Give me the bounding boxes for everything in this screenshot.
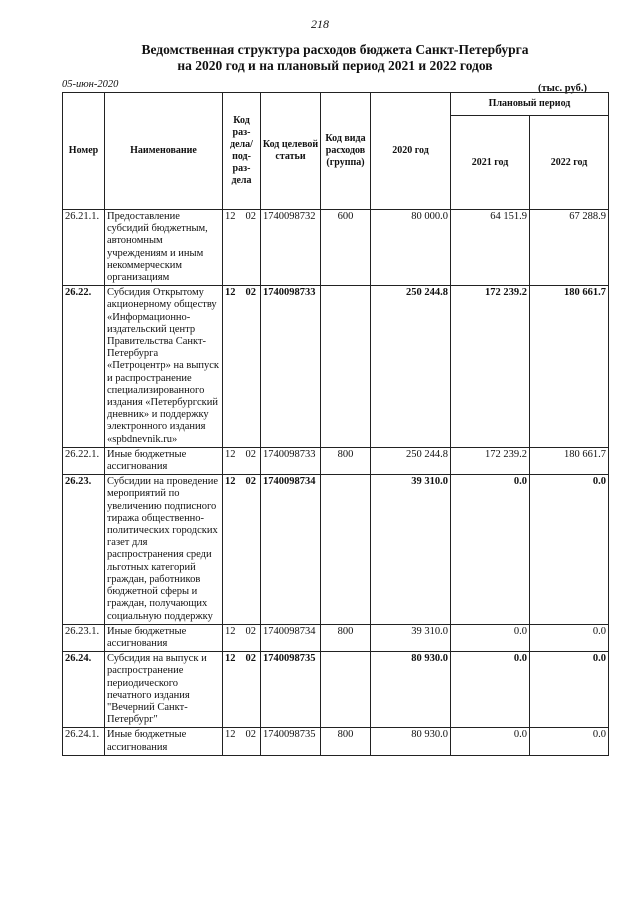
row-number: 26.24.1.	[63, 728, 105, 755]
row-target-article: 1740098735	[261, 728, 321, 755]
row-value-2022: 180 661.7	[530, 286, 609, 448]
row-value-2020: 250 244.8	[371, 286, 451, 448]
row-value-2022: 67 288.9	[530, 210, 609, 286]
row-value-2022: 180 661.7	[530, 447, 609, 474]
title-line-1: Ведомственная структура расходов бюджета Санкт-Петербурга	[141, 42, 529, 57]
table-row	[63, 624, 609, 651]
page-title	[70, 42, 600, 74]
row-number: 26.22.1.	[63, 447, 105, 474]
row-expense-type: 800	[321, 624, 371, 651]
budget-table	[62, 92, 609, 756]
header-razdel: Код раз- дела/ под- раз- дела	[223, 93, 261, 210]
razdel-code: 12	[225, 625, 236, 637]
header-plan-period: Плановый период	[451, 93, 609, 116]
row-expense-type	[321, 652, 371, 728]
row-razdel	[223, 624, 261, 651]
row-expense-type: 600	[321, 210, 371, 286]
row-value-2020: 39 310.0	[371, 475, 451, 624]
row-target-article: 1740098734	[261, 475, 321, 624]
podrazdel-code: 02	[245, 625, 256, 637]
row-name: Иные бюджетные ассигнования	[105, 447, 223, 474]
row-value-2021: 0.0	[451, 475, 530, 624]
row-razdel	[223, 447, 261, 474]
row-value-2022: 0.0	[530, 624, 609, 651]
row-target-article: 1740098735	[261, 652, 321, 728]
row-value-2022: 0.0	[530, 728, 609, 755]
row-value-2021: 0.0	[451, 728, 530, 755]
row-value-2021: 172 239.2	[451, 447, 530, 474]
row-number: 26.24.	[63, 652, 105, 728]
header-2020: 2020 год	[371, 93, 451, 210]
units-label: (тыс. руб.)	[538, 83, 587, 94]
row-value-2022: 0.0	[530, 652, 609, 728]
page-number: 218	[311, 17, 329, 31]
row-value-2021: 0.0	[451, 624, 530, 651]
row-value-2020: 80 930.0	[371, 652, 451, 728]
row-target-article: 1740098732	[261, 210, 321, 286]
row-name: Иные бюджетные ассигнования	[105, 624, 223, 651]
table-row	[63, 475, 609, 624]
row-name: Предоставление субсидий бюджетным, автономным учреждениям и иным некоммерческим организациям	[105, 210, 223, 286]
podrazdel-code: 02	[245, 211, 256, 222]
row-name: Субсидии на проведение мероприятий по увеличению подписного тиража общественно-политических городских газет для распространения среди льготных категорий граждан, работников бюджетной сферы и граждан, получающих социальную поддержку	[105, 475, 223, 624]
header-number: Номер	[63, 93, 105, 210]
row-value-2021: 172 239.2	[451, 286, 530, 448]
row-target-article: 1740098733	[261, 447, 321, 474]
razdel-code: 12	[225, 729, 236, 741]
table-row	[63, 728, 609, 755]
row-name: Субсидия Открытому акционерному обществу «Информационно-издательский центр Правительства Санкт-Петербурга «Петроцентр» на выпуск и распространение специализированного издания «Петербургский дневник» и поддержку электронного издания «spbdnevnik.ru»	[105, 286, 223, 448]
row-razdel	[223, 728, 261, 755]
header-2021: 2021 год	[451, 116, 530, 210]
table-row	[63, 210, 609, 286]
row-expense-type	[321, 475, 371, 624]
row-number: 26.23.	[63, 475, 105, 624]
row-value-2021: 0.0	[451, 652, 530, 728]
podrazdel-code: 02	[245, 476, 256, 488]
row-number: 26.22.	[63, 286, 105, 448]
table-row	[63, 652, 609, 728]
table-row	[63, 447, 609, 474]
row-expense-type: 800	[321, 728, 371, 755]
title-line-2: на 2020 год и на плановый период 2021 и 2022 годов	[177, 58, 493, 73]
row-expense-type	[321, 286, 371, 448]
podrazdel-code: 02	[245, 448, 256, 460]
document-date: 05-июн-2020	[62, 79, 119, 90]
row-target-article: 1740098733	[261, 286, 321, 448]
header-2022: 2022 год	[530, 116, 609, 210]
row-value-2020: 39 310.0	[371, 624, 451, 651]
row-razdel	[223, 475, 261, 624]
row-value-2020: 80 000.0	[371, 210, 451, 286]
header-name: Наименование	[105, 93, 223, 210]
table-row	[63, 286, 609, 448]
row-name: Субсидия на выпуск и распространение периодического печатного издания "Вечерний Санкт-Петербург"	[105, 652, 223, 728]
razdel-code: 12	[225, 448, 236, 460]
header-target-article: Код целевой статьи	[261, 93, 321, 210]
header-expense-type: Код вида расходов (группа)	[321, 93, 371, 210]
row-value-2022: 0.0	[530, 475, 609, 624]
row-name: Иные бюджетные ассигнования	[105, 728, 223, 755]
razdel-code: 12	[225, 653, 236, 665]
row-razdel	[223, 286, 261, 448]
row-razdel	[223, 210, 261, 286]
row-value-2020: 250 244.8	[371, 447, 451, 474]
podrazdel-code: 02	[245, 287, 256, 299]
razdel-code: 12	[225, 476, 236, 488]
razdel-code: 12	[225, 211, 236, 222]
row-razdel	[223, 652, 261, 728]
row-expense-type: 800	[321, 447, 371, 474]
row-number: 26.23.1.	[63, 624, 105, 651]
row-number: 26.21.1.	[63, 210, 105, 286]
podrazdel-code: 02	[245, 653, 256, 665]
row-value-2021: 64 151.9	[451, 210, 530, 286]
razdel-code: 12	[225, 287, 236, 299]
row-value-2020: 80 930.0	[371, 728, 451, 755]
podrazdel-code: 02	[245, 729, 256, 741]
row-target-article: 1740098734	[261, 624, 321, 651]
